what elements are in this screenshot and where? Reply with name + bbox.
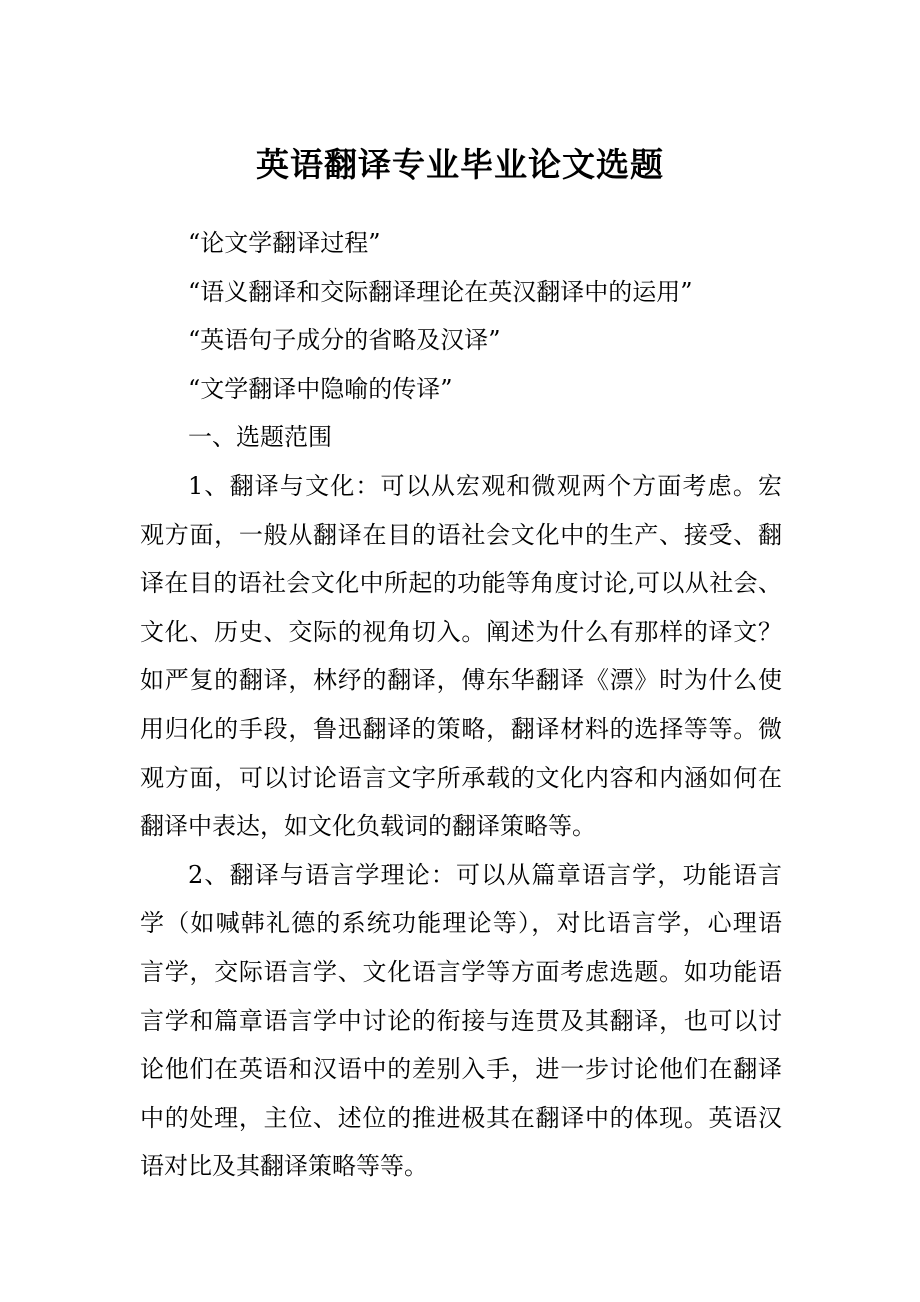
section-heading: 一、选题范围 [188, 423, 332, 452]
paragraph-1 [140, 462, 782, 851]
paragraph-line: 语对比及其翻译策略等等。 [140, 1152, 428, 1181]
quoted-topic: “文学翻译中隐喻的传译” [188, 374, 453, 403]
paragraph-line: 言学，交际语言学、文化语言学等方面考虑选题。如功能语 [140, 957, 782, 986]
paragraph-line: 1、翻译与文化：可以从宏观和微观两个方面考虑。宏 [188, 471, 782, 500]
paragraph-line: 学（如喊韩礼德的系统功能理论等），对比语言学，心理语 [140, 909, 782, 938]
quoted-topic: “论文学翻译过程” [188, 229, 381, 257]
paragraph-2 [140, 851, 782, 1191]
paragraph-line: 译在目的语社会文化中所起的功能等角度讨论,可以从社会、 [140, 569, 782, 598]
document-title: 英语翻译专业毕业论文选题 [256, 145, 664, 184]
paragraph-line: 文化、历史、交际的视角切入。阐述为什么有那样的译文？ [140, 617, 782, 646]
document-body [140, 219, 782, 1191]
paragraph-line: 观方面，一般从翻译在目的语社会文化中的生产、接受、翻 [140, 520, 782, 549]
paragraph-line: 言学和篇章语言学中讨论的衔接与连贯及其翻译，也可以讨 [140, 1006, 782, 1035]
paragraph-line: 如严复的翻译，林纾的翻译，傅东华翻译《漂》时为什么使 [140, 666, 782, 695]
quoted-topic: “英语句子成分的省略及汉译” [188, 326, 501, 355]
paragraph-line: 观方面，可以讨论语言文字所承载的文化内容和内涵如何在 [140, 763, 782, 792]
quoted-topic: “语义翻译和交际翻译理论在英汉翻译中的运用” [188, 277, 693, 306]
paragraph-line: 2、翻译与语言学理论：可以从篇章语言学，功能语言 [188, 860, 782, 889]
paragraph-line: 用归化的手段，鲁迅翻译的策略，翻译材料的选择等等。微 [140, 714, 782, 743]
paragraph-line: 中的处理，主位、述位的推进极其在翻译中的体现。英语汉 [140, 1103, 782, 1132]
paragraph-line: 论他们在英语和汉语中的差别入手，进一步讨论他们在翻译 [140, 1055, 782, 1084]
paragraph-line: 翻译中表达，如文化负载词的翻译策略等。 [140, 812, 596, 841]
